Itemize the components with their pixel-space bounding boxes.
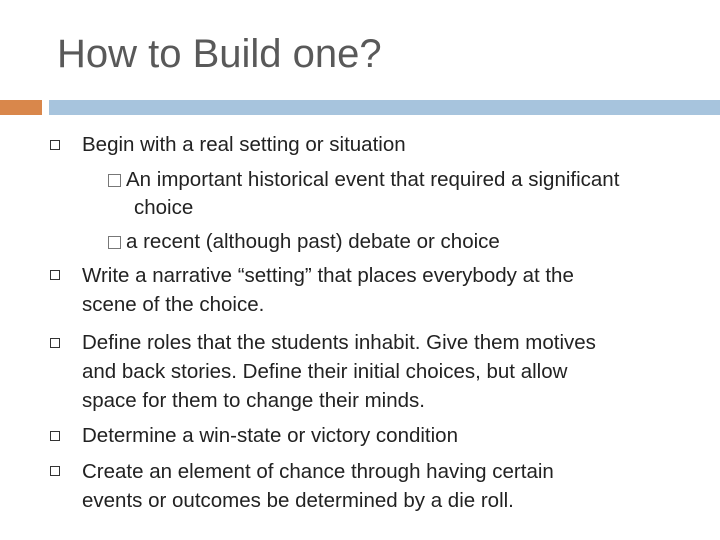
- bullet-text: space for them to change their minds.: [82, 389, 425, 412]
- checkbox-bullet-icon: [108, 174, 121, 187]
- bullet-text: Write a narrative “setting” that places everybody at the: [82, 264, 574, 287]
- bullet-text: Determine a win-state or victory condition: [82, 424, 458, 447]
- square-bullet-icon: [50, 431, 60, 441]
- bullet-text: scene of the choice.: [82, 293, 265, 316]
- sub-bullet: [108, 167, 619, 193]
- sub-bullet: [108, 229, 500, 255]
- square-bullet-icon: [50, 466, 60, 476]
- bullet-text: Define roles that the students inhabit. Give them motives: [82, 331, 596, 354]
- square-bullet-icon: [50, 270, 60, 280]
- sub-bullet-text: a recent (although past) debate or choice: [126, 230, 500, 253]
- sub-bullet-text: An important historical event that required a significant: [126, 168, 620, 191]
- bullet-text: events or outcomes be determined by a die roll.: [82, 489, 514, 512]
- checkbox-bullet-icon: [108, 236, 121, 249]
- sub-bullet-text: choice: [134, 196, 194, 219]
- square-bullet-icon: [50, 338, 60, 348]
- slide-title: How to Build one?: [57, 32, 382, 76]
- bullet-text: Begin with a real setting or situation: [82, 133, 406, 156]
- bullet-text: and back stories. Define their initial choices, but allow: [82, 360, 568, 383]
- bullet-text: Create an element of chance through having certain: [82, 460, 554, 483]
- square-bullet-icon: [50, 140, 60, 150]
